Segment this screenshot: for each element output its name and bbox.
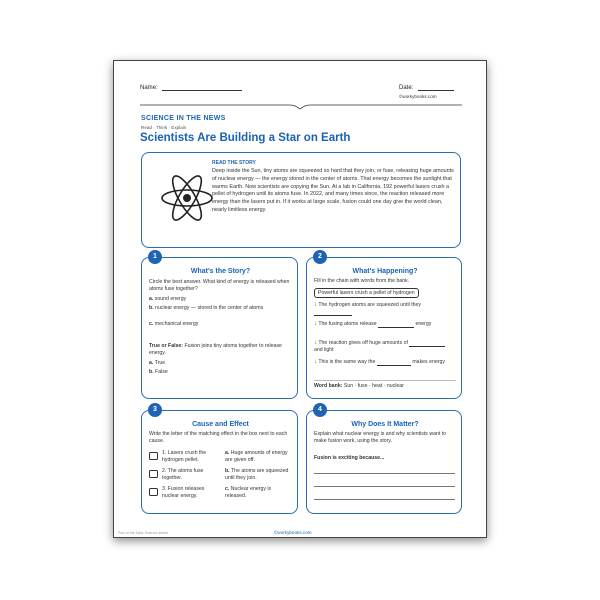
- date-line[interactable]: [418, 84, 454, 91]
- step-text: The hydrogen atoms are squeezed until they: [318, 302, 422, 308]
- answer-line-2[interactable]: [314, 486, 455, 487]
- section-3-number: 3: [148, 403, 162, 417]
- cause-3: 3. Fusion releases nuclear energy.: [162, 486, 205, 499]
- cause-1: 1. Lasers crush the hydrogen pellet.: [162, 450, 207, 463]
- down-arrow-icon: ↓: [314, 340, 317, 346]
- effect-b: [225, 468, 293, 482]
- blank-line[interactable]: [409, 341, 445, 347]
- answer-box-2[interactable]: [149, 470, 158, 478]
- s4-sentence-starter: Fusion is exciting because...: [314, 455, 385, 461]
- s1-tf-option-a[interactable]: [149, 360, 165, 367]
- footer-site: ©workybooks.com: [274, 530, 312, 535]
- down-arrow-icon: ↓: [314, 359, 317, 365]
- opt-text: nuclear energy — stored in the center of atoms: [155, 305, 264, 311]
- s1-option-a[interactable]: [149, 296, 295, 303]
- word-bank: [314, 383, 460, 390]
- opt-text: sound energy: [154, 296, 187, 302]
- down-arrow-icon: ↓: [314, 302, 317, 308]
- story-text: Deep inside the Sun, tiny atoms are squeezed so hard that they join, or fuse, releasing huge amounts of nuclear energy — the energy stored in the center of atoms. That energy becomes the sunlight that warms Earth. Now scientists are copying the Sun. At a lab in California, 192 powerful lasers crush a pellet of hydrogen until its atoms fuse. In 2022, and many times since, the reaction released more energy than the lasers put in. If it works at large scale, fusion could one day give the world clean, nearly limitless energy.: [212, 168, 454, 213]
- s1-true-false: [149, 343, 295, 357]
- section-4-title: Why Does It Matter?: [351, 421, 419, 428]
- story-heading: READ THE STORY: [212, 160, 256, 166]
- answer-box-1[interactable]: [149, 452, 158, 460]
- effect-c: [225, 486, 293, 500]
- section-1-box: [141, 257, 298, 399]
- s1-question: Circle the best answer. What kind of energy is released when atoms fuse together?: [149, 279, 290, 292]
- name-label: Name:: [140, 85, 158, 91]
- step-text-end: energy: [415, 321, 432, 327]
- date-field[interactable]: [399, 84, 454, 91]
- down-arrow-icon: ↓: [314, 321, 317, 327]
- s3-instructions: Write the letter of the matching effect in the box next to each cause.: [149, 431, 288, 444]
- section-3-title: Cause and Effect: [192, 421, 249, 428]
- opt-key: b.: [149, 305, 154, 311]
- step-text: The reaction gives off huge amounts of: [318, 340, 408, 346]
- step-text-end: makes energy: [412, 359, 445, 365]
- answer-line-1[interactable]: [314, 473, 455, 474]
- effect-key: a.: [225, 450, 230, 456]
- effect-key: b.: [225, 468, 230, 474]
- s1-option-b[interactable]: [149, 305, 289, 312]
- tf-text: Fusion joins tiny atoms together to release energy.: [149, 343, 282, 356]
- chain-step-1[interactable]: [314, 302, 454, 316]
- effect-text: Nuclear energy is released.: [225, 486, 272, 499]
- answer-box-3[interactable]: [149, 488, 158, 496]
- step-text-end: and light: [314, 347, 334, 353]
- effect-text: The atoms are squeezed until they join.: [225, 468, 289, 481]
- s4-instructions: Explain what nuclear energy is and why scientists want to make fusion work, using the story.: [314, 431, 447, 444]
- name-line[interactable]: [162, 84, 242, 91]
- effect-text: Huge amounts of energy are given off.: [225, 450, 288, 463]
- effect-a: [225, 450, 293, 464]
- date-label: Date:: [399, 85, 414, 91]
- story-box: [141, 152, 461, 248]
- header-divider: [140, 102, 462, 110]
- opt-text: False: [155, 369, 168, 375]
- answer-line-3[interactable]: [314, 499, 455, 500]
- tf-label: True or False:: [149, 343, 184, 349]
- opt-key: c.: [149, 321, 154, 327]
- bank-label: Word bank:: [314, 383, 343, 389]
- section-2-title: What's Happening?: [352, 268, 418, 275]
- effect-key: c.: [225, 486, 230, 492]
- chain-step-3[interactable]: [314, 340, 454, 354]
- opt-text: True: [154, 360, 166, 366]
- banner-sub: Read · Think · Explain: [141, 125, 187, 130]
- step-text: The fusing atoms release: [318, 321, 377, 327]
- section-3-box: [141, 410, 298, 514]
- footer-left: Part of the Daily Science series: [118, 531, 168, 535]
- opt-text: mechanical energy: [154, 321, 199, 327]
- chain-step-2[interactable]: [314, 321, 454, 328]
- blank-line[interactable]: [378, 322, 414, 328]
- blank-line[interactable]: [377, 360, 411, 366]
- bank-words: Sun · fuse · heat · nuclear: [343, 383, 404, 389]
- bank-divider: [314, 380, 456, 381]
- worksheet-page: [113, 60, 487, 538]
- page-title: Scientists Are Building a Star on Earth: [140, 132, 351, 144]
- opt-key: a.: [149, 360, 154, 366]
- atom-icon: [158, 173, 216, 223]
- section-4-box: [306, 410, 462, 514]
- s1-option-c[interactable]: [149, 321, 295, 328]
- step-text: This is the same way the: [318, 359, 376, 365]
- chain-step-4[interactable]: [314, 359, 454, 366]
- opt-key: a.: [149, 296, 154, 302]
- cause-2: 2. The atoms fuse together.: [162, 468, 204, 481]
- s2-instructions: Fill in the chain with words from the bank.: [314, 278, 410, 284]
- section-1-number: 1: [148, 250, 162, 264]
- header-site: ©workybooks.com: [399, 94, 437, 99]
- section-2-box: [306, 257, 462, 399]
- s1-tf-option-b[interactable]: [149, 369, 168, 376]
- opt-key: b.: [149, 369, 154, 375]
- kicker: SCIENCE IN THE NEWS: [141, 115, 226, 122]
- name-field[interactable]: [140, 84, 242, 91]
- chain-start-box: Powerful lasers crush a pellet of hydrogen: [314, 288, 419, 298]
- section-2-number: 2: [313, 250, 327, 264]
- section-4-number: 4: [313, 403, 327, 417]
- blank-line[interactable]: [314, 310, 352, 316]
- section-1-title: What's the Story?: [190, 268, 251, 275]
